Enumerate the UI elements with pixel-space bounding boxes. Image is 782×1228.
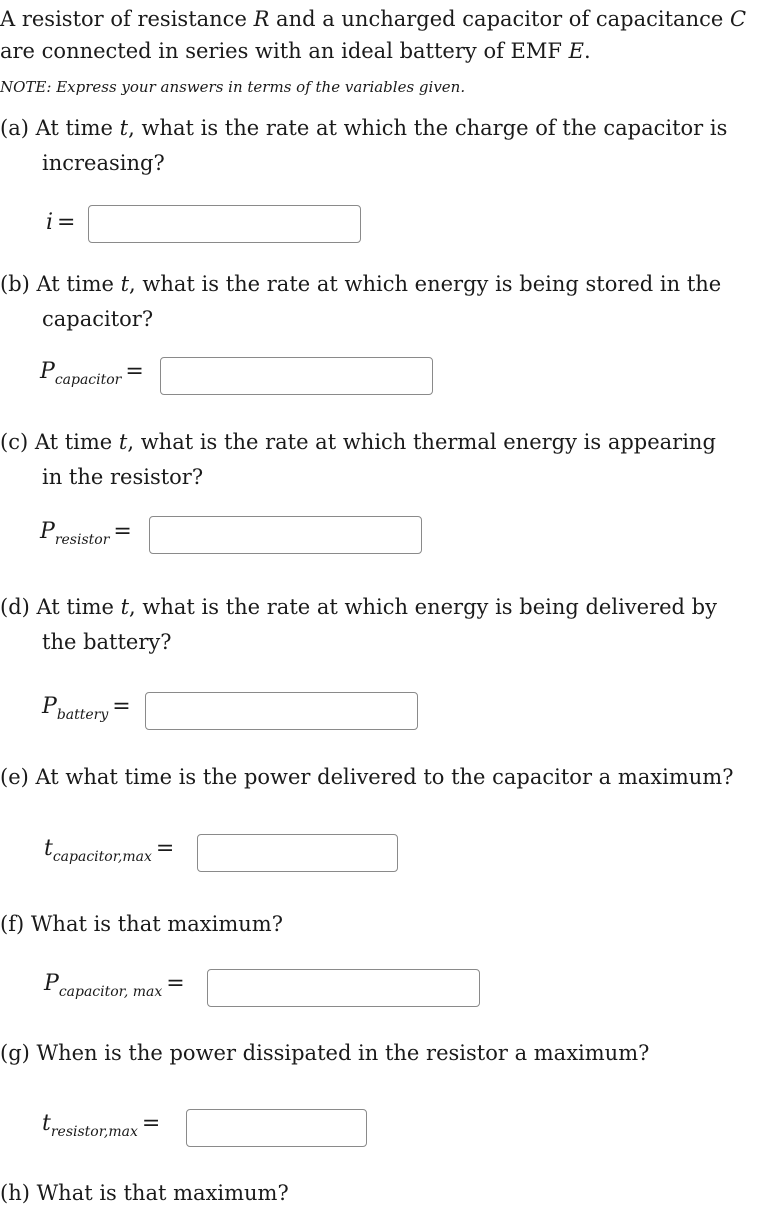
equals-sign: =: [112, 694, 131, 719]
label-subscript: resistor: [54, 532, 110, 548]
question-text: (a) At time: [0, 116, 120, 140]
var-t: t: [120, 595, 130, 619]
label-var: t: [44, 836, 53, 861]
question-e-line-1: (e) At what time is the power delivered to the capacitor a maximum?: [0, 765, 734, 789]
answer-c-input[interactable]: [149, 516, 422, 554]
question-text: , what is the rate at which energy is being stored in the: [129, 272, 722, 296]
label-var: t: [42, 1111, 51, 1136]
question-d-line-1: [0, 592, 717, 622]
label-var: P: [42, 694, 57, 719]
label-var: i: [46, 210, 54, 235]
label-subscript: resistor,max: [50, 1124, 138, 1140]
label-var: P: [40, 359, 55, 384]
question-d-line-2: the battery?: [42, 630, 172, 654]
question-b-line-1: [0, 269, 721, 299]
label-var: P: [44, 971, 59, 996]
answer-g-label: [42, 1111, 161, 1140]
equals-sign: =: [57, 210, 76, 235]
question-h-line-1: (h) What is that maximum?: [0, 1181, 289, 1205]
question-text: , what is the rate at which energy is being delivered by: [129, 595, 717, 619]
equals-sign: =: [166, 971, 185, 996]
var-e: E: [568, 39, 584, 63]
intro-text: and a uncharged capacitor of capacitance: [269, 7, 730, 31]
intro-text: are connected in series with an ideal battery of EMF: [0, 39, 569, 63]
intro-text: A resistor of resistance: [0, 7, 254, 31]
note: NOTE: Express your answers in terms of the variables given.: [0, 78, 466, 96]
question-text: (c) At time: [0, 430, 119, 454]
answer-b-input[interactable]: [160, 357, 433, 395]
equals-sign: =: [155, 836, 175, 861]
equals-sign: =: [125, 359, 144, 384]
answer-f-input[interactable]: [207, 969, 480, 1007]
var-t: t: [118, 430, 128, 454]
label-subscript: capacitor: [54, 372, 122, 388]
var-t: t: [120, 272, 130, 296]
label-subscript: capacitor,max: [52, 849, 152, 865]
answer-a-input[interactable]: [88, 205, 361, 243]
var-r: R: [253, 7, 270, 31]
answer-d-label: [42, 694, 131, 723]
answer-e-input[interactable]: [197, 834, 398, 872]
answer-a-label: [46, 210, 75, 235]
intro-line-2: [0, 36, 591, 66]
equals-sign: =: [141, 1111, 161, 1136]
question-c-line-2: in the resistor?: [42, 465, 204, 489]
intro-text: .: [583, 39, 591, 63]
label-subscript: capacitor, max: [58, 984, 163, 1000]
answer-c-label: [40, 519, 132, 548]
question-a-line-1: [0, 113, 727, 143]
intro-line-1: [0, 4, 746, 34]
var-c: C: [729, 7, 747, 31]
var-t: t: [119, 116, 129, 140]
question-text: (b) At time: [0, 272, 121, 296]
label-var: P: [40, 519, 55, 544]
question-c-line-1: [0, 427, 716, 457]
answer-b-label: [40, 359, 144, 388]
question-b-line-2: capacitor?: [42, 307, 154, 331]
question-text: , what is the rate at which thermal energy is appearing: [127, 430, 716, 454]
answer-f-label: [44, 971, 185, 1000]
question-f-line-1: (f) What is that maximum?: [0, 912, 283, 936]
question-text: , what is the rate at which the charge of the capacitor is: [128, 116, 728, 140]
answer-e-label: [44, 836, 175, 865]
answer-g-input[interactable]: [186, 1109, 367, 1147]
question-text: (d) At time: [0, 595, 121, 619]
label-subscript: battery: [56, 707, 109, 723]
question-a-line-2: increasing?: [42, 151, 165, 175]
question-g-line-1: (g) When is the power dissipated in the resistor a maximum?: [0, 1041, 650, 1065]
equals-sign: =: [113, 519, 132, 544]
answer-d-input[interactable]: [145, 692, 418, 730]
